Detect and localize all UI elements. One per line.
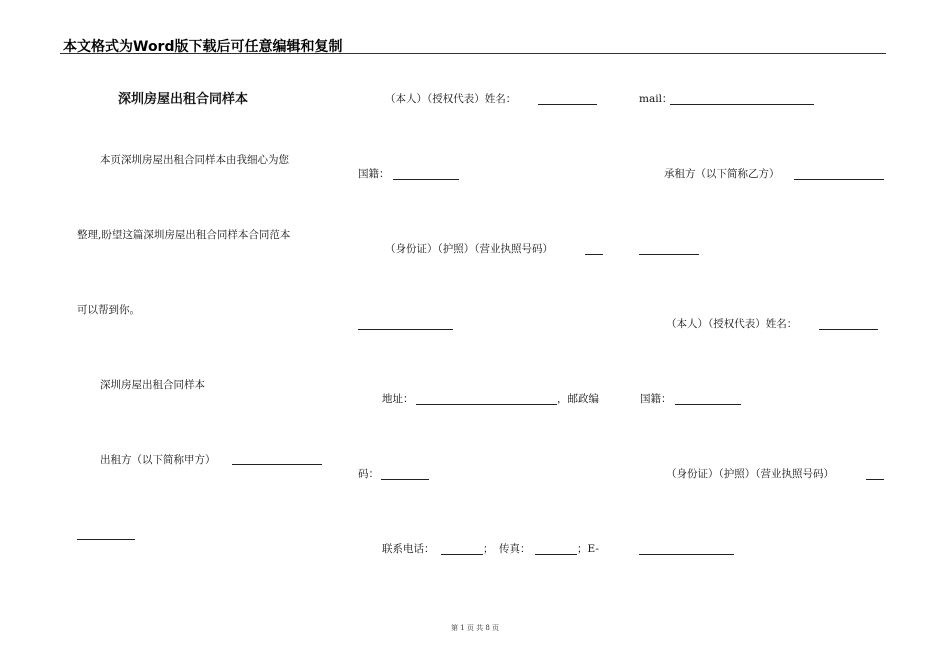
lessor-id-blank-continued [358, 329, 453, 330]
lessee-label: 承租方（以下简称乙方） [664, 168, 780, 180]
lessor-blank-continued [77, 539, 135, 540]
lessor-email-start: ；E- [577, 543, 599, 555]
document-header-title: 本文格式为Word版下载后可任意编辑和复制 [63, 39, 343, 55]
lessor-label: 出租方（以下简称甲方） [100, 454, 216, 466]
intro-line-2: 整理,盼望这篇深圳房屋出租合同样本合同范本 [77, 229, 291, 241]
lessee-nationality-blank [675, 404, 741, 405]
lessor-id-blank [585, 254, 603, 255]
lessor-address-label: 地址： [382, 393, 414, 405]
intro-line-3: 可以帮到你。 [77, 304, 140, 316]
lessor-nationality-label: 国籍： [358, 168, 390, 180]
lessee-nationality-label: 国籍： [640, 393, 672, 405]
lessor-nationality-blank [393, 179, 459, 180]
lessor-phone-blank [441, 554, 483, 555]
intro-line-1: 本页深圳房屋出租合同样本由我细心为您 [100, 154, 289, 166]
lessor-postal-code-label: 码： [358, 468, 379, 480]
lessee-id-blank [866, 479, 884, 480]
lessee-blank [794, 179, 884, 180]
lessor-id-types: （身份证）（护照）（营业执照号码） [385, 243, 553, 255]
page-number: 第 1 页 共 8 页 [450, 624, 500, 632]
lessor-name-label: （本人）（授权代表）姓名： [385, 93, 517, 105]
lessor-address-blank [416, 404, 557, 405]
contract-subtitle: 深圳房屋出租合同样本 [100, 379, 205, 391]
lessor-phone-separator: ； [483, 543, 494, 555]
lessor-postal-code-blank [381, 479, 429, 480]
lessor-fax-label: 传真： [499, 543, 531, 555]
lessor-blank [232, 464, 322, 465]
lessee-name-blank [819, 329, 878, 330]
lessor-email-label: mail： [639, 93, 673, 105]
lessor-phone-label: 联系电话： [382, 543, 435, 555]
header-rule [60, 53, 886, 54]
lessee-blank-continued [639, 254, 699, 255]
lessee-name-label: （本人）（授权代表）姓名： [666, 318, 798, 330]
contract-title: 深圳房屋出租合同样本 [118, 92, 249, 107]
lessor-fax-blank [535, 554, 577, 555]
lessor-postal-suffix: ，邮政编 [557, 393, 599, 405]
lessor-name-blank [538, 104, 597, 105]
lessor-email-blank [670, 104, 814, 105]
lessee-id-blank-continued [639, 554, 734, 555]
lessee-id-types: （身份证）（护照）（营业执照号码） [666, 468, 834, 480]
